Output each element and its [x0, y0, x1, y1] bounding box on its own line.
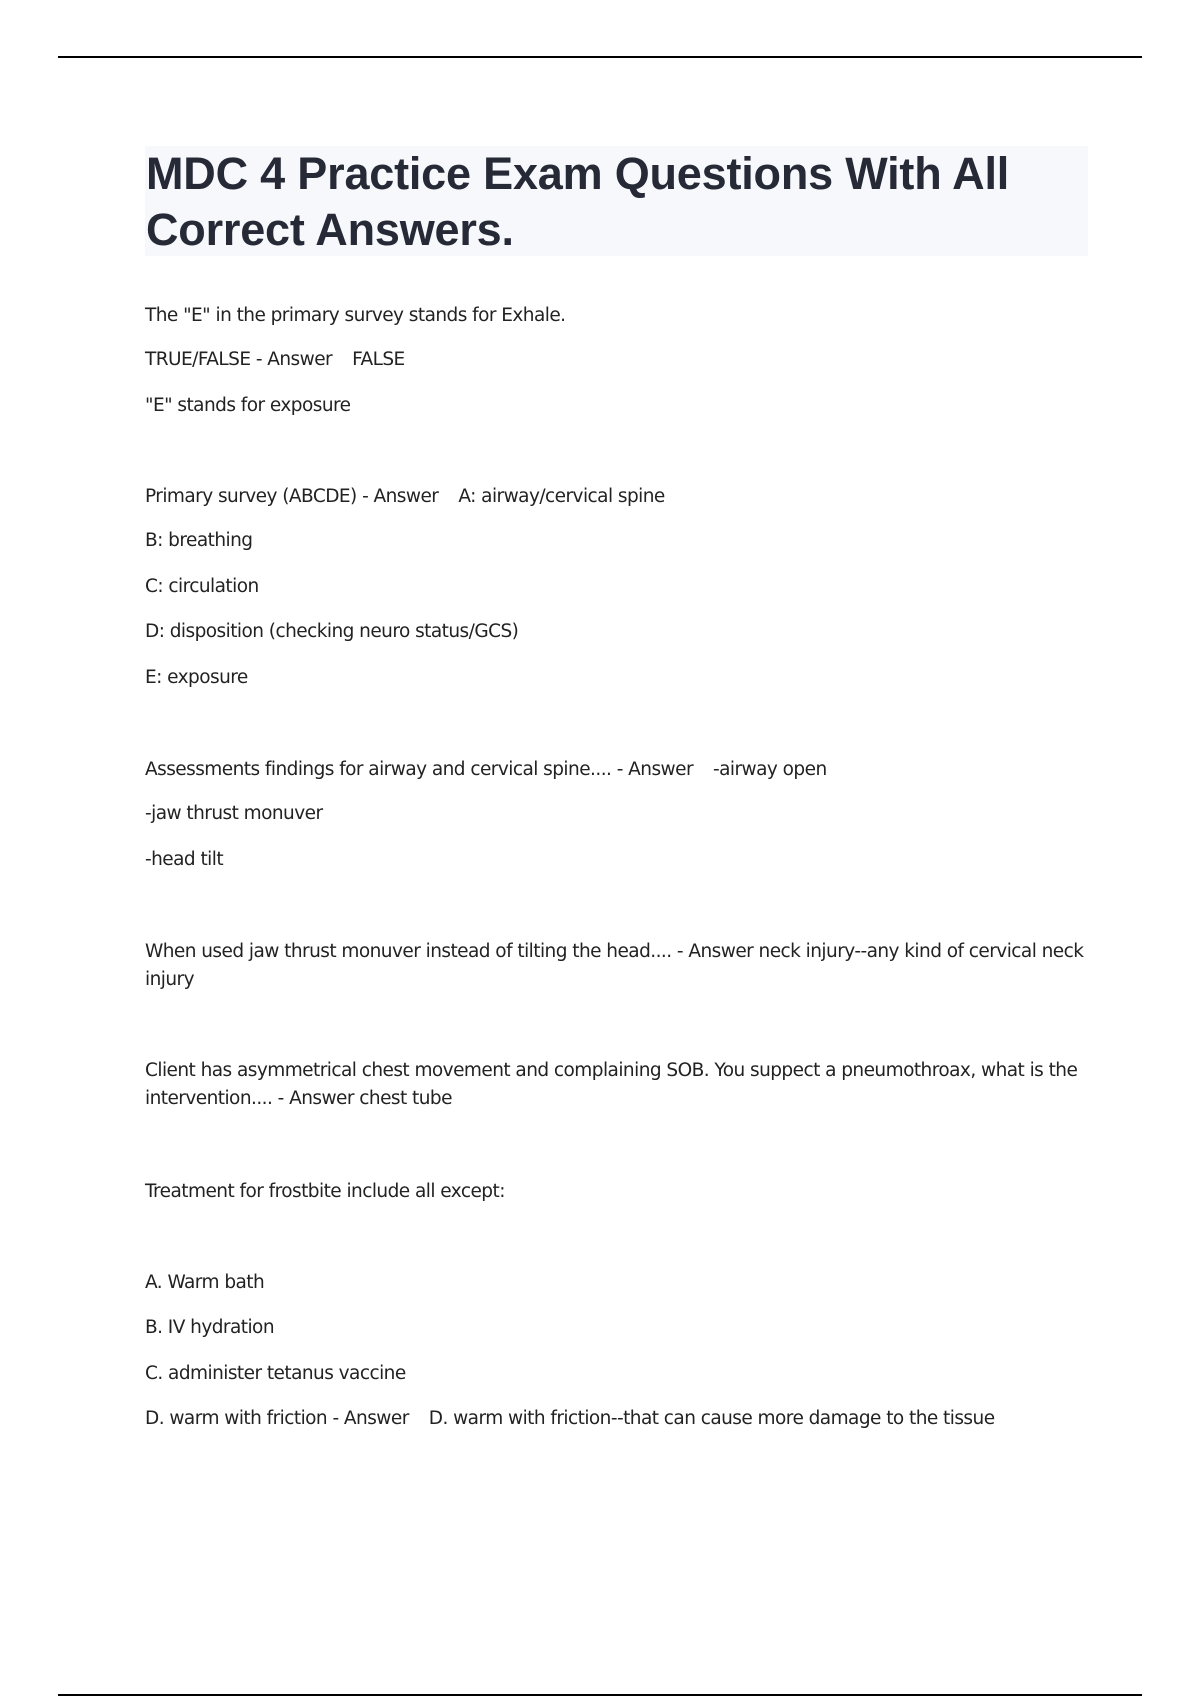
question-2-answer: A: airway/cervical spine	[458, 486, 665, 507]
answer-label: - Answer	[616, 759, 693, 780]
answer-label: - Answer	[362, 486, 439, 507]
answer-label: - Answer	[332, 1408, 409, 1429]
question-3-extra-2: -head tilt	[145, 849, 224, 870]
question-2-text: Primary survey (ABCDE)	[145, 486, 357, 507]
answer-label: - Answer	[255, 349, 333, 370]
question-6-text: Treatment for frostbite include all except:	[145, 1181, 505, 1202]
question-1-answer-line	[145, 346, 405, 374]
question-6-option-a: A. Warm bath	[145, 1272, 265, 1293]
question-6-option-d-line	[145, 1405, 995, 1433]
question-2-extra-1: B: breathing	[145, 530, 253, 551]
question-4-text: When used jaw thrust monuver instead of tilting the head.... - Answer neck injury--any kind of cervical neck injury	[145, 941, 1084, 990]
footer-rule	[58, 1694, 1142, 1696]
question-6-option-b: B. IV hydration	[145, 1317, 274, 1338]
question-1-extra: "E" stands for exposure	[145, 395, 351, 416]
question-3-answer: -airway open	[713, 759, 827, 780]
question-3-line	[145, 756, 827, 784]
question-1-answer: FALSE	[352, 349, 405, 370]
question-2-extra-3: D: disposition (checking neuro status/GCS)	[145, 621, 519, 642]
question-2-extra-4: E: exposure	[145, 667, 248, 688]
question-1-text: The "E" in the primary survey stands for Exhale.	[145, 305, 566, 326]
question-3-text: Assessments findings for airway and cervical spine....	[145, 759, 612, 780]
question-3-extra-1: -jaw thrust monuver	[145, 803, 323, 824]
document-title: MDC 4 Practice Exam Questions With All Correct Answers.	[146, 148, 1010, 255]
question-1-subtext: TRUE/FALSE	[145, 349, 251, 370]
question-2-extra-2: C: circulation	[145, 576, 259, 597]
header-rule	[58, 56, 1142, 58]
question-6-answer: D. warm with friction--that can cause more damage to the tissue	[428, 1408, 995, 1429]
question-2-line	[145, 483, 665, 511]
question-5-text: Client has asymmetrical chest movement and complaining SOB. You suppect a pneumothroax, what is the intervention.... - Answer chest tube	[145, 1060, 1078, 1109]
title-block	[145, 146, 1088, 256]
question-6-option-d: D. warm with friction	[145, 1408, 328, 1429]
question-6-option-c: C. administer tetanus vaccine	[145, 1363, 406, 1384]
